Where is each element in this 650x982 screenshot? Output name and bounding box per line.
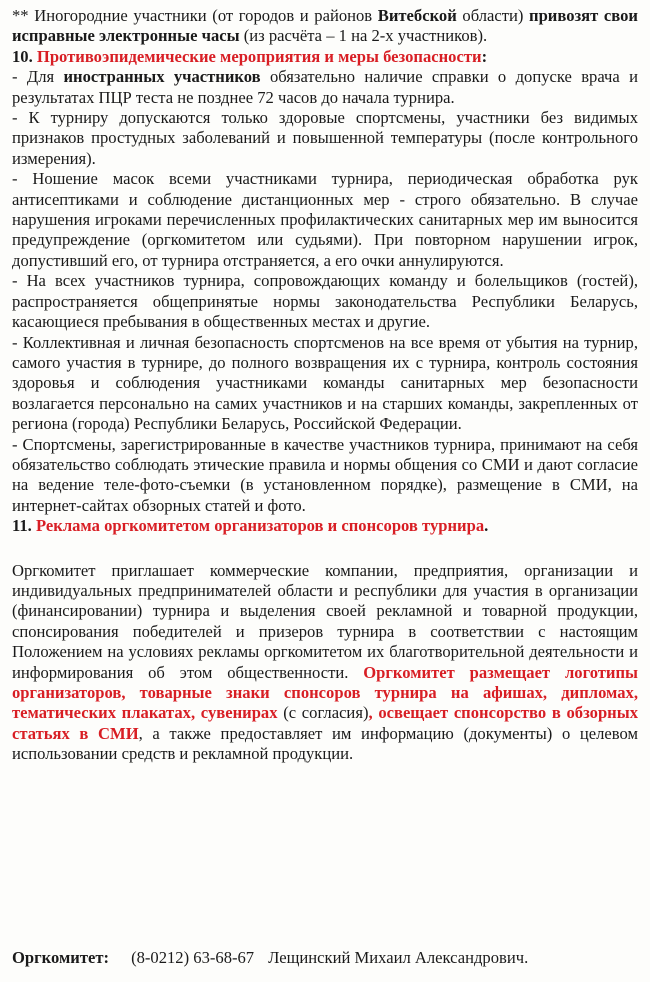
section-10-item-3: - Ношение масок всеми участниками турнира, периодическая обработка рук антисептиками и соблюдение дистанционных мер - строго обязательно. В случае нарушения игроками перечисленных профилактических санитарных мер им выносится предупреждение (оргкомитетом или судьями). При повторном нарушении игрок, допустивший его, от турнира отстраняется, а его очки аннулируются.	[12, 169, 638, 270]
section-10-heading	[12, 47, 638, 67]
consent-text: (с согласия)	[277, 703, 369, 723]
logo-placement-text: Оргкомитет размещает логотипы организаторов, товарные знаки спонсоров турнира на афишах, дипломах, тематических плакатах, сувенирах	[12, 662, 638, 723]
section-11-title: Реклама оргкомитетом организаторов и спонсоров турнира	[35, 516, 485, 536]
intro-paragraph	[12, 6, 638, 47]
section-10-colon: :	[481, 46, 488, 66]
intro-text-2: области)	[456, 6, 530, 25]
intro-text: ** Иногородние участники (от городов и районов	[12, 6, 378, 25]
section-10-item-4: - На всех участников турнира, сопровождающих команду и болельщиков (гостей), распространяется общепринятые нормы законодательства Республики Беларусь, касающиеся пребывания в общественных местах и другие.	[12, 271, 638, 332]
information-text: , а также предоставляет им информацию (документы) о целевом использовании средств и рекламной продукции.	[12, 723, 638, 764]
footer-contact	[12, 948, 528, 968]
item-1-text: - Для	[12, 67, 64, 87]
section-10-number: 10.	[12, 46, 33, 66]
footer-label: Оргкомитет:	[12, 948, 110, 967]
sponsorship-coverage-text: , освещает спонсорство в обзорных статьях в СМИ	[12, 703, 638, 743]
section-10-item-6: - Спортсмены, зарегистрированные в качестве участников турнира, принимают на себя обязательство соблюдать этические правила и нормы общения со СМИ и дают согласие на ведение теле-фото-съемки (в установленном порядке), размещение в СМИ, на интернет-сайтах обзорных статей и фото.	[12, 434, 638, 515]
section-11-heading	[12, 516, 638, 536]
section-10-item-1	[12, 67, 638, 108]
bring-clocks-text: привозят свои исправные электронные часы	[12, 6, 638, 46]
footer-name: Лещинский Михаил Александрович.	[268, 948, 529, 967]
foreign-participants-text: иностранных участников	[63, 67, 261, 87]
section-10-item-2: - К турниру допускаются только здоровые спортсмены, участники без видимых признаков простудных заболеваний и повышенной температуры (после контрольного измерения).	[12, 108, 638, 168]
item-1-text-2: обязательно наличие справки о допуске врача и результатах ПЦР теста не позднее 72 часов до начала турнира.	[12, 67, 638, 107]
section-11-paragraph	[12, 561, 638, 765]
footer-phone: (8-0212) 63-68-67	[131, 948, 255, 967]
region-name: Витебской	[377, 6, 457, 25]
section-10-title: Противоэпидемические мероприятия и меры безопасности	[36, 46, 482, 66]
section-11-dot: .	[484, 516, 489, 536]
sponsor-invite-text: Оргкомитет приглашает коммерческие компании, предприятия, организации и индивидуальных предпринимателей области и республики для участия в организации (финансировании) турнира и выделения своей рекламной и товарной продукции, спонсирования победителей и призеров турнира в соответствии с настоящим Положением на условиях рекламы оргкомитетом их благотворительной деятельности и информирования об этом общественности.	[12, 560, 638, 682]
section-11-number: 11.	[12, 516, 32, 536]
intro-text-3: (из расчёта – 1 на 2-х участников).	[239, 26, 488, 46]
spacer	[12, 537, 638, 561]
section-10-item-5: - Коллективная и личная безопасность спортсменов на все время от убытия на турнир, самого участия в турнире, до полного возвращения их с турнира, контроль состояния здоровья и соблюдения участниками команды санитарных мер безопасности возлагается персонально на самих участников и на старших команды, закрепленных от региона (города) Республики Беларусь, Российской Федерации.	[12, 332, 638, 434]
